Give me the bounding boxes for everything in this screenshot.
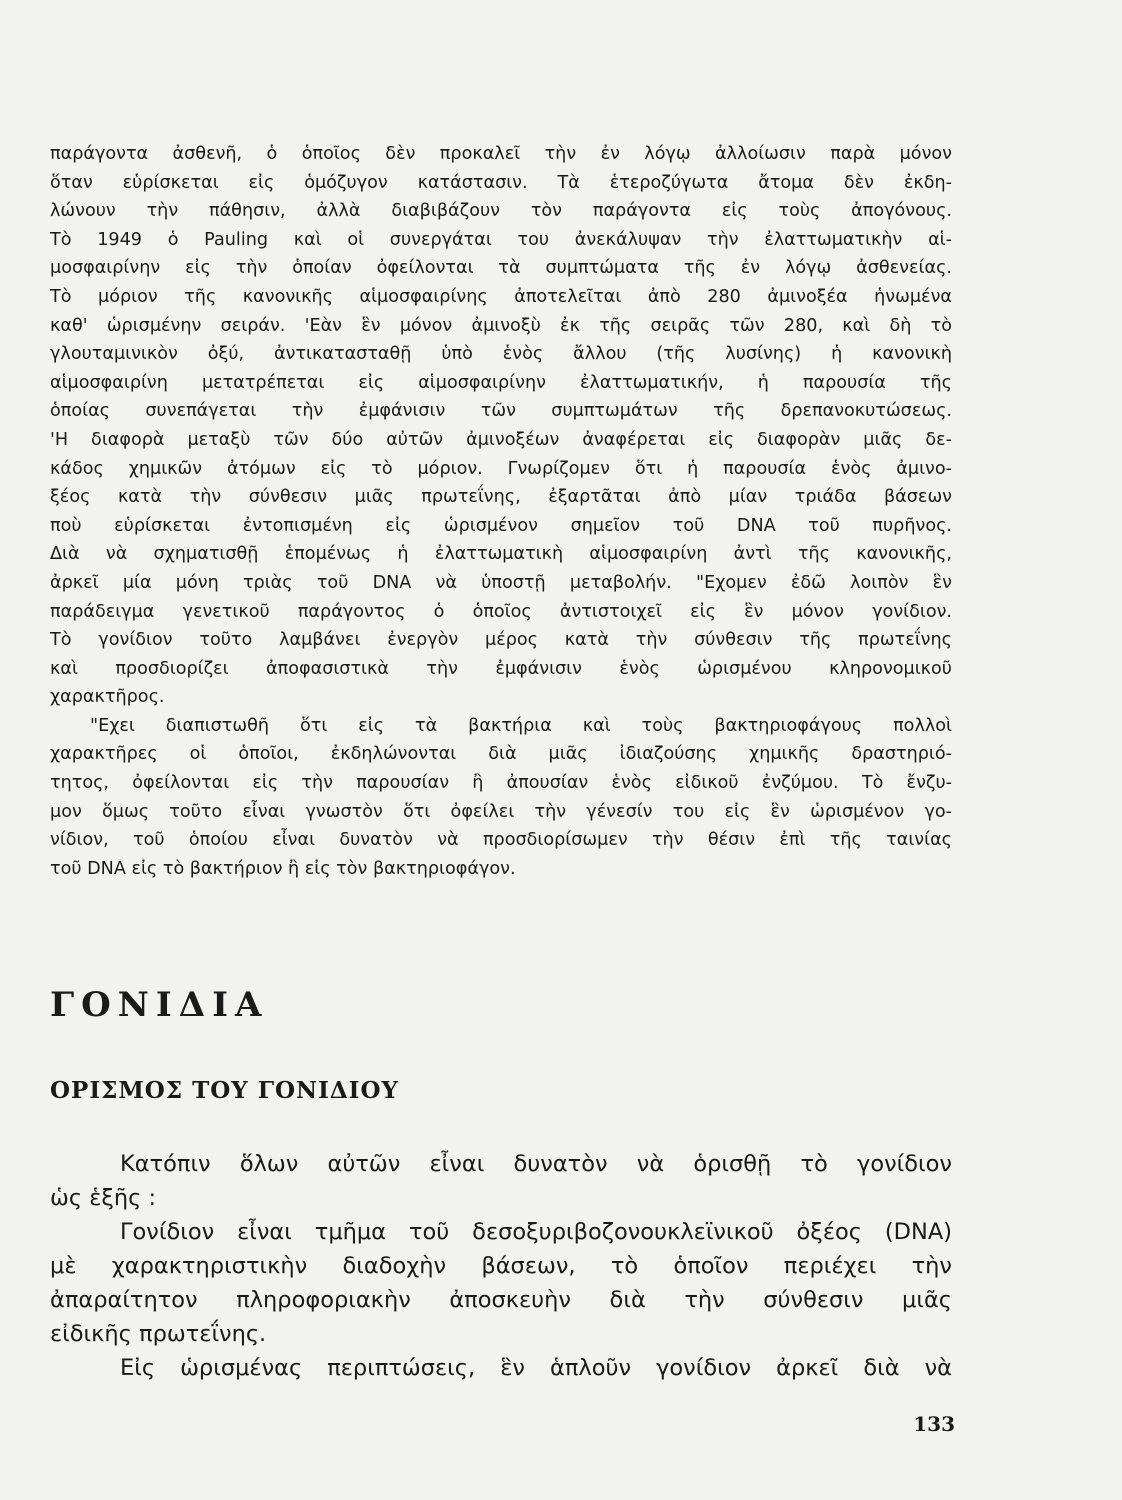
text-line: Κατόπιν ὅλων αὐτῶν εἶναι δυνατὸν νὰ ὁρισθῇ τὸ γονίδιον bbox=[120, 1151, 952, 1177]
text-line: Τὸ γονίδιον τοῦτο λαμβάνει ἐνεργὸν μέρος κατὰ τὴν σύνθεσιν τῆς πρωτεΐνης bbox=[50, 630, 952, 651]
definition-text bbox=[50, 1147, 952, 1385]
text-line: αἱμοσφαιρίνη μετατρέπεται εἰς αἱμοσφαιρίνην ἐλαττωματικήν, ἡ παρουσία τῆς bbox=[50, 372, 952, 393]
text-line: τητος, ὀφείλονται εἰς τὴν παρουσίαν ἢ ἀπουσίαν ἑνὸς εἰδικοῦ ἐνζύμου. Τὸ ἔνζυ- bbox=[50, 773, 952, 794]
section-title: ΟΡΙΣΜΟΣ ΤΟΥ ΓΟΝΙΔΙΟΥ bbox=[50, 1077, 399, 1104]
text-line: ὅταν εὑρίσκεται εἰς ὁμόζυγον κατάστασιν. Τὰ ἑτεροζύγωτα ἄτομα δὲν ἐκδη- bbox=[50, 172, 952, 193]
text-line: Διὰ νὰ σχηματισθῇ ἑπομένως ἡ ἐλαττωματικὴ αἱμοσφαιρίνη ἀντὶ τῆς κανονικῆς, bbox=[50, 544, 952, 565]
text-line: εἰδικῆς πρωτεΐνης. bbox=[50, 1321, 267, 1347]
definition-paragraph-1 bbox=[50, 1147, 952, 1215]
page-number: 133 bbox=[913, 1412, 955, 1436]
text-line: Τὸ 1949 ὁ Pauling καὶ οἱ συνεργάται του ἀνεκάλυψαν τὴν ἐλαττωματικὴν αἱ- bbox=[50, 229, 952, 250]
text-line: μὲ χαρακτηριστικὴν διαδοχὴν βάσεων, τὸ ὁποῖον περιέχει τὴν bbox=[50, 1253, 952, 1279]
text-line: ὡς ἑξῆς : bbox=[50, 1185, 157, 1211]
text-line: κάδος χημικῶν ἀτόμων εἰς τὸ μόριον. Γνωρίζομεν ὅτι ἡ παρουσία ἑνὸς ἀμινο- bbox=[50, 458, 952, 479]
text-line: Τὸ μόριον τῆς κανονικῆς αἱμοσφαιρίνης ἀποτελεῖται ἀπὸ 280 ἀμινοξέα ἡνωμένα bbox=[50, 286, 952, 307]
definition-paragraph-3 bbox=[50, 1351, 952, 1385]
text-line: παράγοντα ἀσθενῆ, ὁ ὁποῖος δὲν προκαλεῖ τὴν ἐν λόγῳ ἀλλοίωσιν παρὰ μόνον bbox=[50, 144, 952, 164]
chapter-title: ΓΟΝΙΔΙΑ bbox=[50, 985, 269, 1025]
text-line: καὶ προσδιορίζει ἀποφασιστικὰ τὴν ἐμφάνισιν ἑνὸς ὡρισμένου κληρονομικοῦ bbox=[50, 658, 952, 679]
text-line: παράδειγμα γενετικοῦ παράγοντος ὁ ὁποῖος ἀντιστοιχεῖ εἰς ἓν μόνον γονίδιον. bbox=[50, 601, 952, 622]
text-line: χαρακτῆρες οἱ ὁποῖοι, ἐκδηλώνονται διὰ μιᾶς ἰδιαζούσης χημικῆς δραστηριό- bbox=[50, 744, 952, 765]
text-line: "Εχει διαπιστωθῆ ὅτι εἰς τὰ βακτήρια καὶ τοὺς βακτηριοφάγους πολλοὶ bbox=[90, 715, 952, 736]
text-line: καθ' ὡρισμένην σειράν. 'Εὰν ἓν μόνον ἀμινοξὺ ἐκ τῆς σειρᾶς τῶν 280, καὶ δὴ τὸ bbox=[50, 315, 952, 336]
text-line: λώνουν τὴν πάθησιν, ἀλλὰ διαβιβάζουν τὸν παράγοντα εἰς τοὺς ἀπογόνους. bbox=[50, 201, 952, 222]
text-line: μον ὅμως τοῦτο εἶναι γνωστὸν ὅτι ὀφείλει τὴν γένεσίν του εἰς ἓν ὡρισμένον γο- bbox=[50, 801, 952, 822]
text-line: τοῦ DNA εἰς τὸ βακτήριον ἢ εἰς τὸν βακτηριοφάγον. bbox=[50, 858, 516, 879]
text-line: νίδιον, τοῦ ὁποίου εἶναι δυνατὸν νὰ προσδιορίσωμεν τὴν θέσιν ἐπὶ τῆς ταινίας bbox=[50, 830, 952, 851]
body-text bbox=[50, 140, 952, 883]
text-line: ξέος κατὰ τὴν σύνθεσιν μιᾶς πρωτεΐνης, ἐξαρτᾶται ἀπὸ μίαν τριάδα βάσεων bbox=[50, 487, 952, 508]
text-line: Γονίδιον εἶναι τμῆμα τοῦ δεσοξυριβοζονουκλεϊνικοῦ ὀξέος (DNA) bbox=[120, 1219, 952, 1245]
text-line: ἀρκεῖ μία μόνη τριὰς τοῦ DNA νὰ ὑποστῇ μεταβολήν. "Εχομεν ἐδῶ λοιπὸν ἓν bbox=[50, 572, 952, 593]
text-line: χαρακτῆρος. bbox=[50, 687, 165, 708]
text-line: γλουταμινικὸν ὀξύ, ἀντικατασταθῇ ὑπὸ ἑνὸς ἄλλου (τῆς λυσίνης) ἡ κανονικὴ bbox=[50, 344, 952, 365]
text-line: 'Η διαφορὰ μεταξὺ τῶν δύο αὐτῶν ἀμινοξέων ἀναφέρεται εἰς διαφορὰν μιᾶς δε- bbox=[50, 429, 952, 450]
text-line: ποὺ εὑρίσκεται ἐντοπισμένη εἰς ὡρισμένον σημεῖον τοῦ DNA τοῦ πυρῆνος. bbox=[50, 515, 952, 536]
text-line: Εἰς ὡρισμένας περιπτώσεις, ἓν ἁπλοῦν γονίδιον ἀρκεῖ διὰ νὰ bbox=[120, 1355, 952, 1381]
paragraph-2 bbox=[50, 712, 952, 884]
definition-paragraph-2 bbox=[50, 1215, 952, 1351]
paragraph-1 bbox=[50, 140, 952, 712]
text-line: μοσφαιρίνην εἰς τὴν ὁποίαν ὀφείλονται τὰ συμπτώματα τῆς ἐν λόγῳ ἀσθενείας. bbox=[50, 258, 952, 279]
text-line: ἀπαραίτητον πληροφοριακὴν ἀποσκευὴν διὰ τὴν σύνθεσιν μιᾶς bbox=[50, 1287, 952, 1313]
text-line: ὁποίας συνεπάγεται τὴν ἐμφάνισιν τῶν συμπτωμάτων τῆς δρεπανοκυτώσεως. bbox=[50, 401, 952, 422]
